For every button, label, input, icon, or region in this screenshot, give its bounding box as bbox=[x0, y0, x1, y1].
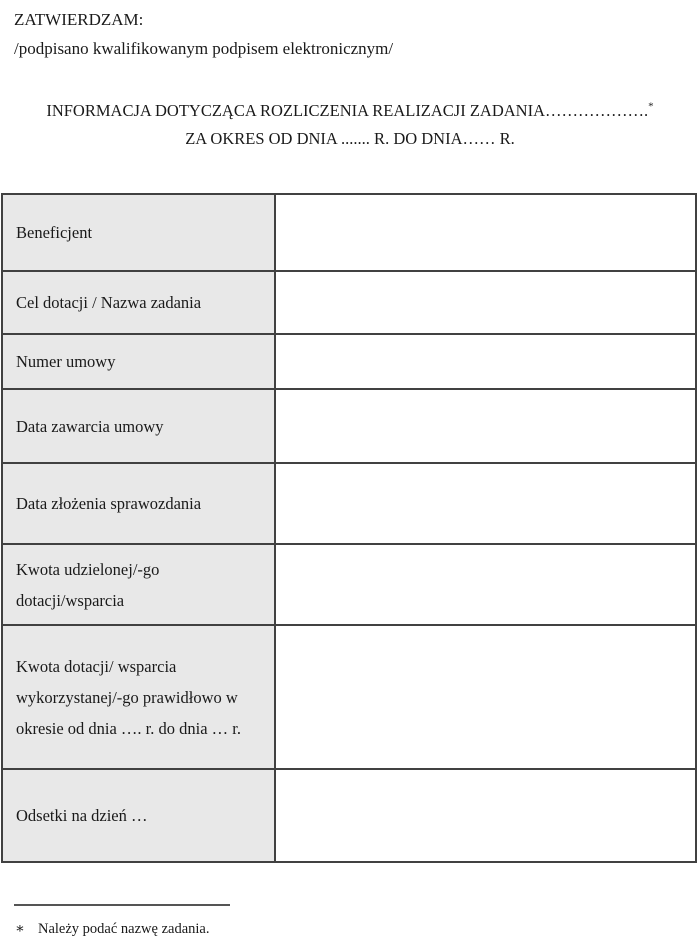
value-cell bbox=[275, 544, 696, 625]
label-cell: Kwota udzielonej/-go dotacji/wsparcia bbox=[2, 544, 275, 625]
electronic-signature-note: /podpisano kwalifikowanym podpisem elektronicznym/ bbox=[14, 39, 394, 58]
value-cell bbox=[275, 389, 696, 463]
table-row-cel-dotacji bbox=[2, 271, 696, 334]
document-title bbox=[0, 97, 700, 125]
table-row-numer-umowy bbox=[2, 334, 696, 389]
label-cell: Kwota dotacji/ wsparcia wykorzystanej/-go prawidłowo w okresie od dnia …. r. do dnia … r. bbox=[2, 625, 275, 769]
label-cell: Numer umowy bbox=[2, 334, 275, 389]
info-table bbox=[1, 193, 697, 863]
table-row-beneficjent bbox=[2, 194, 696, 271]
label-cell: Data zawarcia umowy bbox=[2, 389, 275, 463]
footnote-marker: ∗ bbox=[15, 921, 25, 937]
value-cell bbox=[275, 463, 696, 544]
table-row-data-zawarcia-umowy bbox=[2, 389, 696, 463]
label-cell: Beneficjent bbox=[2, 194, 275, 271]
footnote bbox=[15, 918, 209, 940]
table-row-kwota-wykorzystanej bbox=[2, 625, 696, 769]
document-title-text: INFORMACJA DOTYCZĄCA ROZLICZENIA REALIZACJI ZADANIA………………. bbox=[46, 101, 649, 120]
footnote-separator-rule bbox=[14, 904, 230, 906]
value-cell bbox=[275, 769, 696, 862]
document-title-block bbox=[0, 97, 700, 153]
approval-text: ZATWIERDZAM: bbox=[14, 10, 144, 29]
document-subtitle: ZA OKRES OD DNIA ....... R. DO DNIA…… R. bbox=[185, 129, 515, 148]
value-cell bbox=[275, 334, 696, 389]
value-cell bbox=[275, 194, 696, 271]
label-cell: Odsetki na dzień … bbox=[2, 769, 275, 862]
footnote-text: Należy podać nazwę zadania. bbox=[38, 921, 210, 937]
table-row-kwota-udzielonej bbox=[2, 544, 696, 625]
label-cell: Cel dotacji / Nazwa zadania bbox=[2, 271, 275, 334]
value-cell bbox=[275, 625, 696, 769]
value-cell bbox=[275, 271, 696, 334]
table-row-data-zlozenia-sprawozdania bbox=[2, 463, 696, 544]
label-cell: Data złożenia sprawozdania bbox=[2, 463, 275, 544]
table-row-odsetki bbox=[2, 769, 696, 862]
title-footnote-marker: * bbox=[648, 100, 654, 113]
